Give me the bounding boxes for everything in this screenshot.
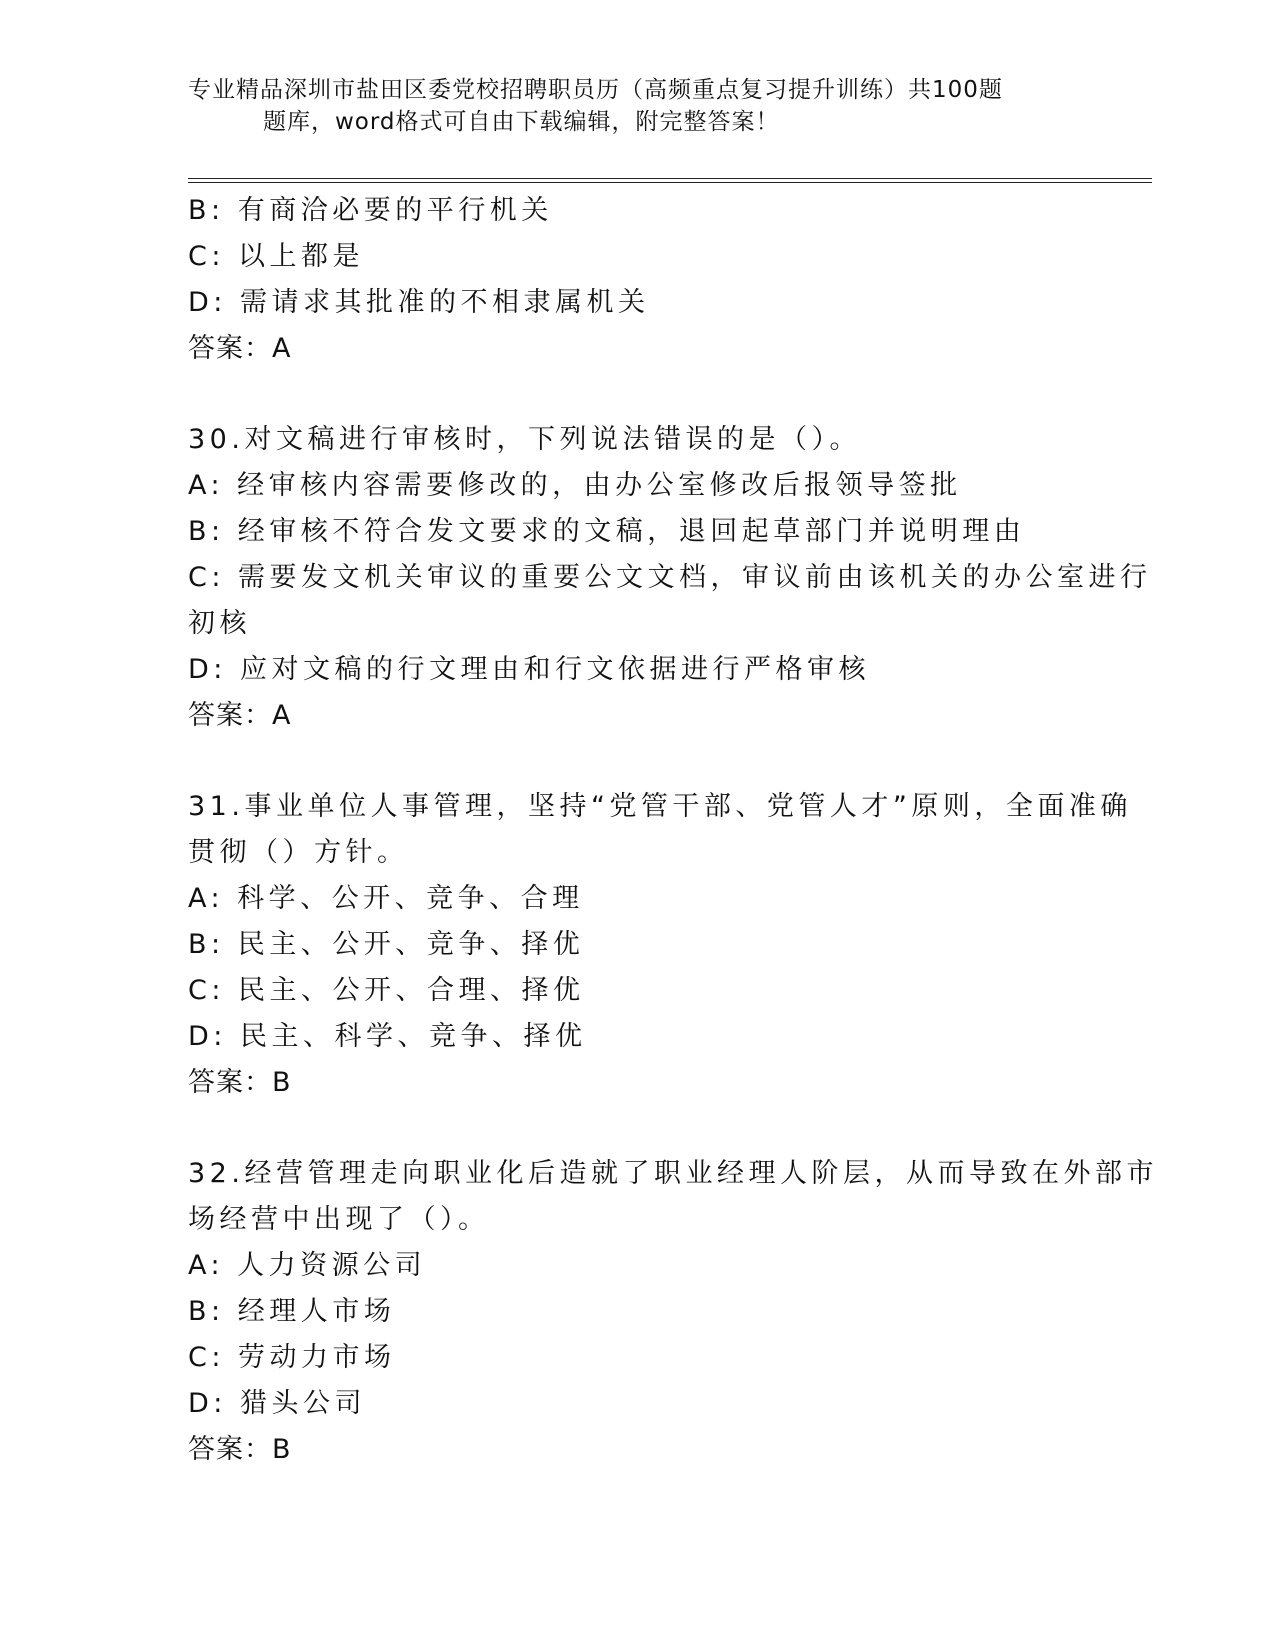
question-block-31 [188, 784, 1132, 1106]
spacer [188, 372, 1088, 417]
header-divider-bottom [188, 182, 1152, 183]
answer-line: 答案：A [188, 333, 292, 364]
question-content [188, 188, 1158, 1473]
spacer [188, 1106, 1088, 1151]
option-c: C: 民主、公开、合理、择优 [188, 975, 585, 1006]
document-header [188, 74, 1088, 138]
question-block-30 [188, 417, 1152, 739]
header-title-line-1: 专业精品深圳市盐田区委党校招聘职员历（高频重点复习提升训练）共100题 [188, 77, 1003, 103]
answer-line: 答案：B [188, 1434, 292, 1465]
option-b: B: 民主、公开、竞争、择优 [188, 929, 585, 960]
option-b: B: 经理人市场 [188, 1296, 396, 1327]
header-divider-top [188, 178, 1152, 179]
option-d: D: 猎头公司 [188, 1388, 366, 1419]
option-b: B: 经审核不符合发文要求的文稿，退回起草部门并说明理由 [188, 516, 1026, 547]
question-stem-continued: 贯彻（）方针。 [188, 837, 409, 868]
option-b: B: 有商洽必要的平行机关 [188, 195, 553, 226]
header-title-line-2: 题库，word格式可自由下载编辑，附完整答案！ [263, 109, 780, 135]
question-stem-continued: 场经营中出现了（）。 [188, 1204, 490, 1235]
question-stem: 31.事业单位人事管理，坚持“党管干部、党管人才”原则，全面准确 [188, 791, 1132, 822]
option-c: C: 劳动力市场 [188, 1342, 396, 1373]
answer-line: 答案：A [188, 700, 292, 731]
spacer [188, 739, 1088, 784]
question-stem: 30.对文稿进行审核时，下列说法错误的是（）。 [188, 424, 861, 455]
option-a: A: 经审核内容需要修改的，由办公室修改后报领导签批 [188, 470, 962, 501]
question-block-29-continued [188, 188, 1088, 372]
option-c: C: 以上都是 [188, 241, 365, 272]
option-c: C: 需要发文机关审议的重要公文文档，审议前由该机关的办公室进行 [188, 562, 1152, 593]
option-d: D: 民主、科学、竞争、择优 [188, 1021, 587, 1052]
answer-line: 答案：B [188, 1067, 292, 1098]
option-a: A: 科学、公开、竞争、合理 [188, 883, 584, 914]
question-block-32 [188, 1151, 1158, 1473]
option-d: D: 需请求其批准的不相隶属机关 [188, 287, 650, 318]
question-stem: 32.经营管理走向职业化后造就了职业经理人阶层，从而导致在外部市 [188, 1158, 1158, 1189]
option-a: A: 人力资源公司 [188, 1250, 427, 1281]
option-c-continued: 初核 [188, 608, 251, 639]
option-d: D: 应对文稿的行文理由和行文依据进行严格审核 [188, 654, 870, 685]
